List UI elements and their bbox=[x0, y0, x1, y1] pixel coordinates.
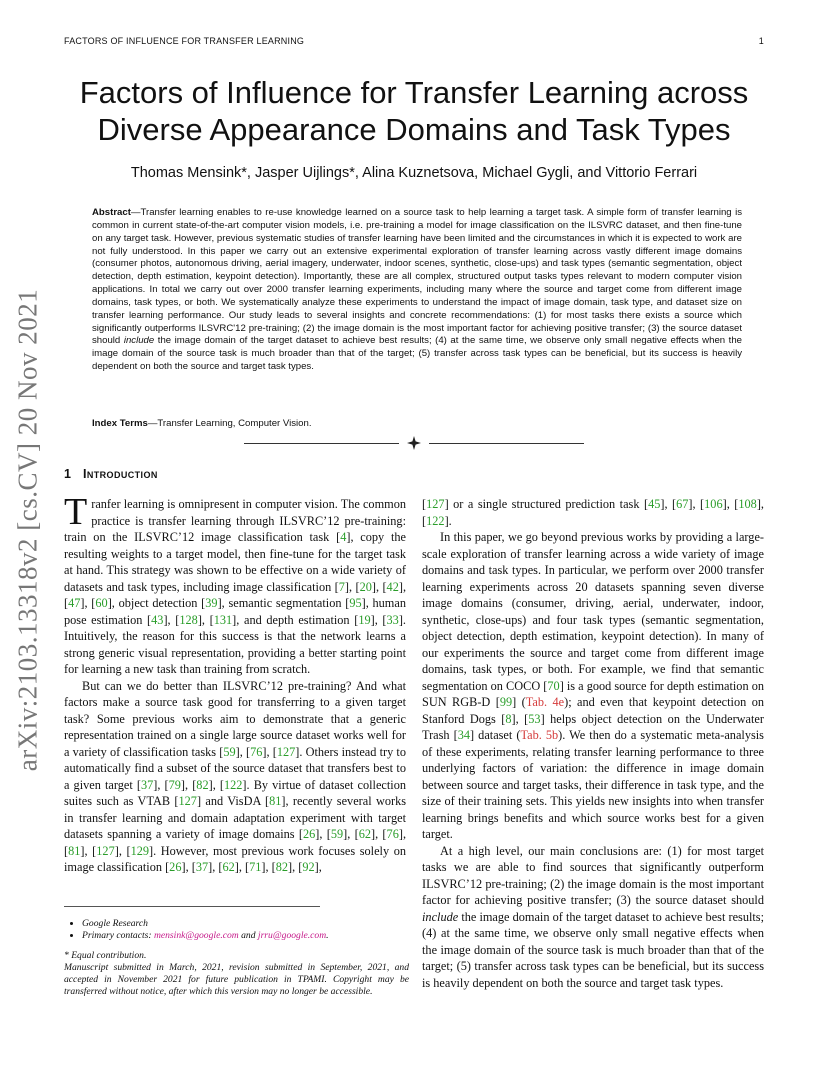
divider-rule-left bbox=[244, 443, 399, 444]
body-column-right bbox=[422, 496, 764, 991]
arxiv-stamp-text: arXiv:2103.13318v2 [cs.CV] 20 Nov 2021 bbox=[12, 288, 43, 772]
author-list: Thomas Mensink*, Jasper Uijlings*, Alina Kuznetsova, Michael Gygli, and Vittorio Ferrari bbox=[130, 165, 698, 181]
affiliation-list bbox=[64, 918, 409, 942]
page-number: 1 bbox=[758, 36, 764, 46]
contacts-item: • Primary contacts: mensink@google.com and jrru@google.com. bbox=[82, 930, 409, 942]
drop-cap: T bbox=[64, 491, 88, 533]
email-link-2[interactable]: jrru@google.com bbox=[257, 930, 327, 941]
intro-paragraph-2-cont: [127] or a single structured prediction task [45], [67], [106], [108], [122]. bbox=[422, 497, 764, 528]
index-terms-text: —Transfer Learning, Computer Vision. bbox=[147, 418, 312, 429]
index-terms-label: Index Terms bbox=[92, 418, 148, 429]
divider-star-icon bbox=[407, 436, 421, 450]
abstract-emphasis: include bbox=[123, 335, 155, 347]
abstract bbox=[92, 207, 742, 374]
email-link-1[interactable]: mensink@google.com bbox=[153, 930, 239, 941]
intro-paragraph-3: In this paper, we go beyond previous works by providing a large-scale exploration of transfer learning across a wide variety of image domains and task types. In particular, we perform over 2000 transfer learning experiments across 20 datasets spanning seven diverse image domains (consumer, driving, aerial, underwater, indoor, synthetic, close-ups) and four task types (semantic segmentation, object detection, depth estimation, keypoint detection). In many of our experiments the source and target come from different image domains, task types, or both. For example, we find that semantic segmentation on COCO [70] is a good source for depth estimation on SUN RGB-D [99] (Tab. 4e); and even that keypoint detection on Stanford Dogs [8], [53] helps object detection on the Underwater Trash [34] dataset (Tab. 5b). We then do a systematic meta-analysis of these experiments, relating transfer learning performance to three underlying factors of variation: the difference in image domain between source and target tasks, their difference in task type, and the size of their training sets. This yields new insights into when transfer learning brings benefits and which source works best for a given target. bbox=[422, 530, 764, 841]
abstract-text: —Transfer learning enables to re-use knowledge learned on a source task to help learning a target task. A simple form of transfer learning is common in current state-of-the-art computer vision models, i.e. pre-training a model for image classification on the ILSVRC dataset, and then fine-tune on any target task. However, previous systematic studies of transfer learning have been limited and the circumstances in which it is expected to work are not fully understood. In this paper we carry out an extensive experimental exploration of transfer learning across vastly different image domains (consumer photos, autonomous driving, aerial imagery, underwater, indoor scenes, synthetic, close-ups) and task types (semantic segmentation, object detection, depth estimation, keypoint detection). Importantly, these are all complex, structured output tasks types relevant to modern computer vision applications. In total we carry out over 2000 transfer learning experiments, including many where the source and target come from different image domains, task types, or both. We systematically analyze these experiments to understand the impact of image domain, task type, and dataset size on transfer learning performance. Our study leads to several insights and concrete recommendations: (1) for most tasks there exists a source which significantly outperforms ILSVRC'12 pre-training; (2) the image domain is the most important factor for achieving positive transfer; (3) the source dataset should bbox=[92, 207, 742, 347]
arxiv-stamp bbox=[8, 280, 48, 780]
paper-title bbox=[40, 74, 788, 148]
manuscript-note: Manuscript submitted in March, 2021, revision submitted in September, 2021, and accepted in November 2021 for future publication in TPAMI. Copyright may be transferred without notice, after which this version may no longer be accessible. bbox=[64, 962, 409, 997]
body-column-left bbox=[64, 491, 407, 876]
running-header bbox=[64, 36, 764, 50]
section-heading bbox=[64, 467, 158, 481]
footnotes bbox=[64, 918, 409, 998]
running-title: FACTORS OF INFLUENCE FOR TRANSFER LEARNING bbox=[64, 36, 305, 46]
section-number: 1 bbox=[64, 467, 72, 481]
abstract-text-end: the image domain of the target dataset to achieve best results; (4) at the same time, we observe only small negative effects when the image domain of the source task is much broader than that of the target; (5) transfer across task types can be beneficial, but its success is heavily dependent on both the source and target task types. bbox=[92, 335, 743, 373]
intro-paragraph-1: Tranfer learning is omnipresent in computer vision. The common practice is transfer learning through ILSVRC’12 pre-training: train on the ILSVRC’12 image classification task [4], copy the resulting weights to a target model, then fine-tune for the target task at hand. This strategy was shown to be effective on a wide variety of datasets and task types, including image classification [7], [20], [42], [47], [60], object detection [39], semantic segmentation [95], human pose estimation [43], [128], [131], and depth estimation [19], [33]. Intuitively, the reason for this success is that the network learns a strong generic visual representation, providing a better starting point for learning a new task than training from scratch. bbox=[64, 491, 407, 676]
abstract-label: Abstract bbox=[92, 207, 131, 218]
affiliation-item: • Google Research bbox=[82, 918, 409, 930]
title-line-1: Factors of Influence for Transfer Learning across bbox=[79, 75, 749, 110]
footnote-rule bbox=[64, 906, 320, 907]
divider-rule-right bbox=[429, 443, 584, 444]
equal-contribution-note: * Equal contribution. bbox=[64, 950, 147, 961]
section-title-text: Introduction bbox=[82, 467, 158, 481]
intro-paragraph-2: But can we do better than ILSVRC’12 pre-training? And what factors make a source task good for transferring to a given target task? Some previous works aim to demonstrate that a generic representation trained on a single large source dataset works well for a variety of classification tasks [59], [76], [127]. Others instead try to automatically find a subset of the source dataset that transfers best to a given target [37], [79], [82], [122]. By virtue of dataset collection suites such as VTAB [127] and VisDA [81], recently several works in transfer learning and domain adaptation experiment with target datasets spanning a variety of image domains [26], [59], [62], [76], [81], [127], [129]. However, most previous work focuses solely on image classification [26], [37], [62], [71], [82], [92], bbox=[64, 678, 407, 874]
intro-paragraph-4: At a high level, our main conclusions are: (1) for most target tasks we are able to find sources that significantly outperform ILSVRC’12 pre-training; (2) the image domain is the most important factor for achieving positive transfer; (3) the source dataset should include the image domain of the target dataset to achieve best results; (4) at the same time, we observe only small negative effects when the image domain of the source task is much broader than that of the target; (5) transfer across task types can be beneficial, but its success is heavily dependent on both the source and target task types. bbox=[422, 843, 764, 990]
section-divider bbox=[244, 436, 584, 450]
index-terms bbox=[92, 418, 312, 429]
title-line-2: Diverse Appearance Domains and Task Types bbox=[97, 112, 731, 147]
